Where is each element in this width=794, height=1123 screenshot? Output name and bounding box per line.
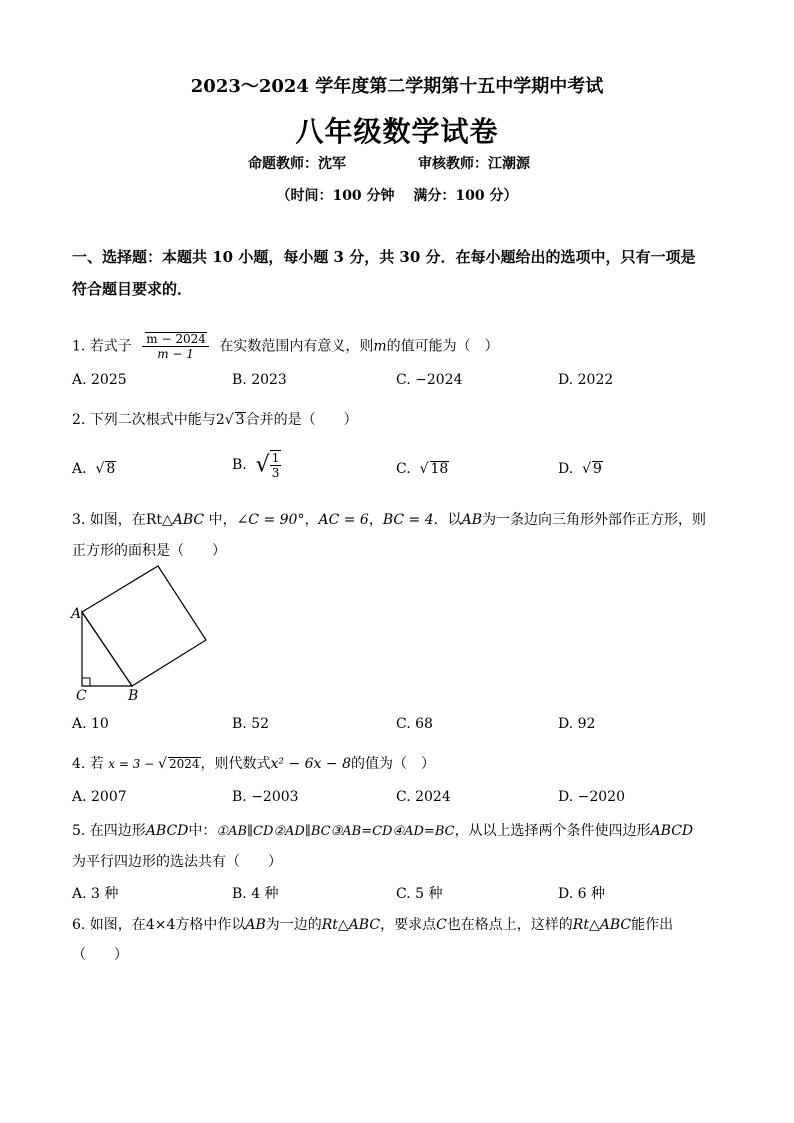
label-c: C [76, 688, 87, 704]
question-1 [72, 332, 499, 361]
q4-option-b[interactable]: B. −2003 [232, 789, 299, 805]
question-6-cont: （ ） [72, 947, 128, 963]
question-5: 5. 在四边形ABCD中：①AB∥CD②AD∥BC③AB=CD④AD=BC，从以上选择两个条件使四边形ABCD [72, 823, 694, 839]
q1-suffix: 在实数范围内有意义，则 [219, 338, 374, 355]
question-3: 3. 如图，在Rt△ABC 中，∠C = 90°，AC = 6，BC = 4．以AB为一条边向三角形外部作正方形，则 [72, 512, 707, 528]
q2-option-a-label: A. [72, 461, 87, 477]
q5-option-a[interactable]: A. 3 种 [72, 886, 119, 902]
exam-title: 2023～2024 学年度第二学期第十五中学期中考试 [190, 76, 604, 97]
q3-figure [66, 560, 216, 705]
q2-suffix: 合并的是（ ） [245, 412, 358, 428]
q3-option-d[interactable]: D. 92 [558, 716, 596, 732]
question-5-cont: 为平行四边形的选法共有（ ） [72, 854, 282, 870]
q3-option-b[interactable]: B. 52 [232, 716, 270, 732]
q2-option-b[interactable]: B. √ $\frac{1}{3}$ [232, 451, 280, 480]
reviewer-info: 审核教师：江潮源 [418, 156, 530, 172]
q2-prefix: 2. 下列二次根式中能与 [72, 412, 216, 428]
q3-option-c[interactable]: C. 68 [396, 716, 433, 732]
q1-option-c[interactable]: C. −2024 [396, 372, 463, 388]
label-a: A [71, 606, 82, 622]
question-3-cont: 正方形的面积是（ ） [72, 543, 226, 559]
q2-option-d-rad: 9 [593, 461, 602, 477]
q1-option-a[interactable]: A. 2025 [72, 372, 127, 388]
q1-fraction [142, 332, 209, 361]
label-b: B [128, 688, 139, 704]
q4-option-c[interactable]: C. 2024 [396, 789, 451, 805]
q2-option-d[interactable]: D. √ 9 [558, 461, 602, 477]
q1-var: m [373, 338, 387, 355]
section-heading: 一、选择题：本题共 10 小题，每小题 3 分，共 30 分．在每小题给出的选项中，只有一项是 [72, 248, 696, 266]
q1-suffix2: 的值可能为（ ） [386, 338, 499, 355]
time-info: （时间：100 分钟 满分：100 分） [276, 188, 518, 204]
right-angle-mark [82, 678, 90, 686]
question-4: 4. 若 x = 3 − √ 2024，则代数式x² − 6x − 8的值为（ ） [72, 756, 435, 772]
paper-title: 八年级数学试卷 [295, 115, 499, 148]
setter-info: 命题教师：沈军 [248, 156, 346, 172]
q4-option-d[interactable]: D. −2020 [558, 789, 625, 805]
q1-frac-den: m − 1 [157, 347, 194, 362]
q2-rad: 3 [235, 412, 245, 428]
question-6: 6. 如图，在4×4方格中作以AB为一边的Rt△ABC，要求点C也在格点上，这样的Rt△ABC能作出 [72, 917, 674, 933]
section-heading-cont: 符合题目要求的． [72, 280, 193, 298]
q2-option-d-label: D. [558, 461, 574, 477]
q2-option-a-rad: 8 [106, 461, 116, 477]
q2-option-b-label: B. [232, 457, 247, 473]
triangle-shape [82, 612, 132, 686]
q1-option-b[interactable]: B. 2023 [232, 372, 287, 388]
q2-option-c[interactable]: C. √ 18 [396, 461, 449, 477]
q5-option-c[interactable]: C. 5 种 [396, 886, 443, 902]
q1-prefix: 1. 若式子 [72, 338, 132, 355]
q5-option-b[interactable]: B. 4 种 [232, 886, 279, 902]
square-shape [82, 566, 206, 686]
q2-option-c-rad: 18 [430, 461, 449, 477]
q4-option-a[interactable]: A. 2007 [72, 789, 127, 805]
q2-coef: 2 [215, 412, 225, 428]
q5-option-d[interactable]: D. 6 种 [558, 886, 605, 902]
question-2: 2. 下列二次根式中能与2√ 3合并的是（ ） [72, 412, 358, 428]
q2-option-b-frac: $\frac{1}{3}$ [271, 451, 280, 480]
q1-option-d[interactable]: D. 2022 [558, 372, 614, 388]
q1-frac-num: m − 2024 [146, 332, 206, 346]
q2-option-c-label: C. [396, 461, 411, 477]
q3-option-a[interactable]: A. 10 [72, 716, 109, 732]
q2-option-a[interactable]: A. √ 8 [72, 461, 116, 477]
